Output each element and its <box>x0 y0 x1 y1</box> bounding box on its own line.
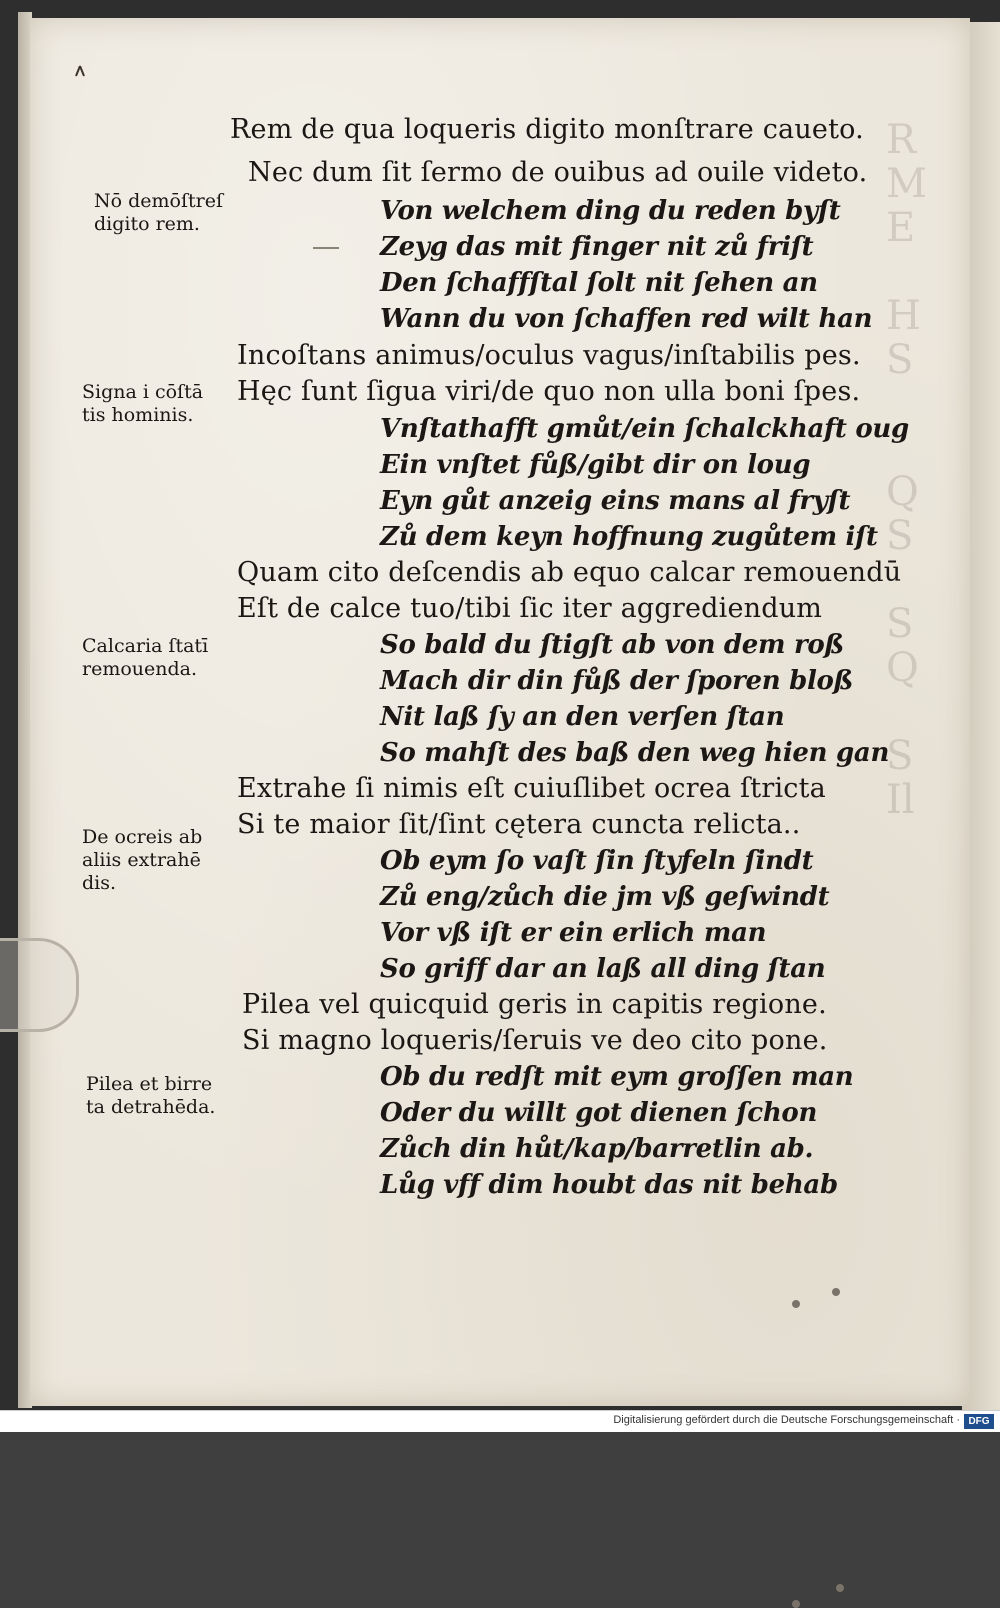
german-line: Ein vnſtet fůß/gibt dir on loug <box>380 450 811 480</box>
german-line: Oder du willt got dienen ſchon <box>380 1098 818 1128</box>
text-block <box>30 18 970 1406</box>
footer-bar <box>0 1410 1000 1432</box>
dfg-logo-icon: DFG <box>964 1414 994 1429</box>
latin-line: Pilea vel quicquid geris in capitis regione. <box>242 989 827 1020</box>
latin-line: Quam cito deſcendis ab equo calcar remouendū <box>237 557 902 588</box>
marginal-note: Nō demōſtreſ digito rem. <box>94 190 223 235</box>
latin-line: Si te maior ſit/ſint cętera cuncta relicta.. <box>237 809 801 840</box>
german-line: Von welchem ding du reden byſt <box>380 196 841 226</box>
show-through-text: R M E H S Q S S Q S Il <box>886 118 927 823</box>
german-line: Zůch din hůt/kap/barretlin ab. <box>380 1134 814 1164</box>
ink-dash <box>313 247 339 249</box>
german-line: Zů dem keyn hoffnung zugůtem iſt <box>380 522 878 552</box>
latin-line: Eſt de calce tuo/tibi ſic iter aggrediendum <box>237 593 823 624</box>
german-line: Zeyg das mit finger nit zů friſt <box>380 232 814 262</box>
latin-line: Incoſtans animus/oculus vagus/inſtabilis pes. <box>237 340 861 371</box>
ink-dot <box>792 1600 800 1608</box>
german-line: Zů eng/zůch die jm vß geſwindt <box>380 882 830 912</box>
german-line: Vnſtathafft gmůt/ein ſchalckhaft oug <box>380 414 909 444</box>
german-line: So bald du ſtigſt ab von dem roß <box>380 630 844 660</box>
german-line: Ob du redſt mit eym groſſen man <box>380 1062 854 1092</box>
german-line: Nit laß ſy an den verſen ſtan <box>380 702 785 732</box>
german-line: Den ſchaffſtal ſolt nit ſehen an <box>380 268 818 298</box>
latin-line: Extrahe ſi nimis eſt cuiuſlibet ocrea ſtricta <box>237 773 826 804</box>
book-page <box>30 18 970 1406</box>
ink-dot <box>836 1584 844 1592</box>
german-line: So mahſt des baß den weg hien gan <box>380 738 890 768</box>
latin-line: Hęc ſunt ſigua viri/de quo non ulla boni ſpes. <box>237 376 861 407</box>
marginal-note: De ocreis ab aliis extrahē dis. <box>82 826 203 894</box>
marginal-note: Calcaria ſtatī remouenda. <box>82 635 209 680</box>
latin-line: Nec dum ſit ſermo de ouibus ad ouile videto. <box>248 157 868 188</box>
german-line: Wann du von ſchaffen red wilt han <box>380 304 873 334</box>
german-line: Eyn gůt anzeig eins mans al fryſt <box>380 486 851 516</box>
ink-dot <box>792 1300 800 1308</box>
marginal-note: Signa i cōſtā tis hominis. <box>82 381 204 426</box>
page-clip <box>0 938 79 1032</box>
german-line: So griff dar an laß all ding ſtan <box>380 954 826 984</box>
footer-credit: Digitalisierung gefördert durch die Deutsche Forschungsgemeinschaft · <box>613 1414 960 1426</box>
german-line: Vor vß iſt er ein erlich man <box>380 918 767 948</box>
german-line: Lůg vff dim houbt das nit behab <box>380 1170 838 1200</box>
german-line: Mach dir din fůß der ſporen bloß <box>380 666 854 696</box>
latin-line: Si magno loqueris/ſeruis ve deo cito pone. <box>242 1025 828 1056</box>
marginal-note: Pilea et birre ta detrahēda. <box>86 1073 216 1118</box>
latin-line: Rem de qua loqueris digito monſtrare caueto. <box>230 114 864 145</box>
german-line: Ob eym ſo vaſt ſin ſtyfeln ſindt <box>380 846 814 876</box>
ink-dot <box>832 1288 840 1296</box>
